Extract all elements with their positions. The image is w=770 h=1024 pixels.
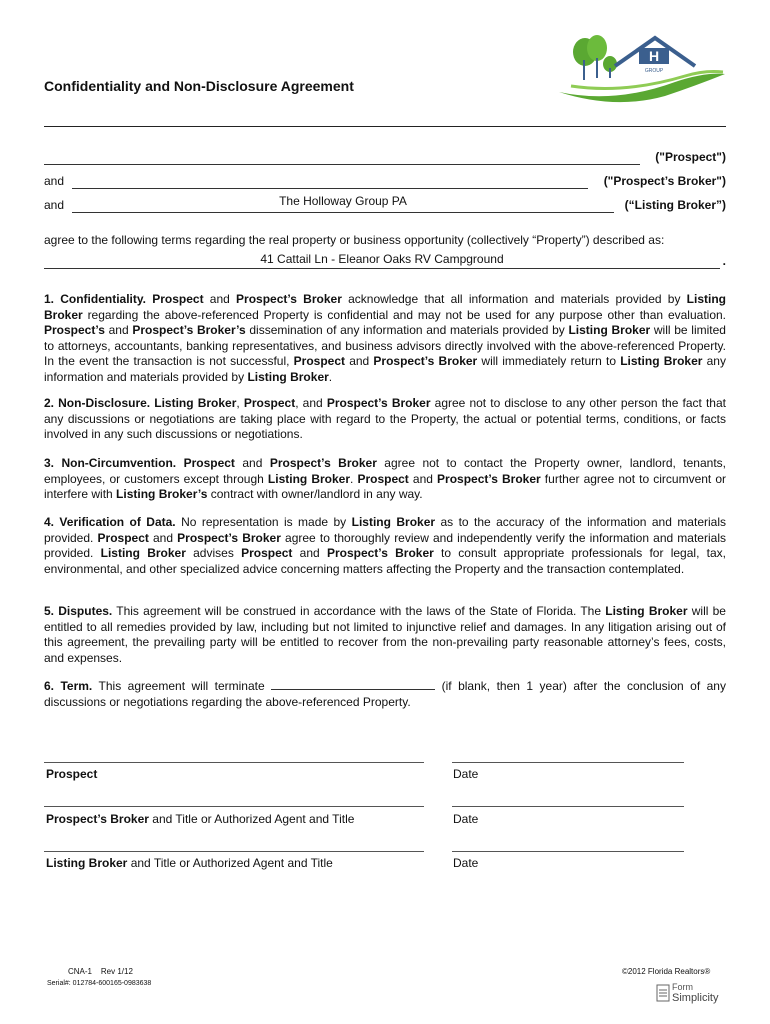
- listing-broker-line: [44, 194, 726, 214]
- text: contract with owner/landlord in any way.: [207, 487, 423, 501]
- date-label: Date: [453, 856, 479, 870]
- term-prospects-broker: Prospect’s Broker: [326, 396, 431, 410]
- term-prospects-broker: Prospect’s Broker: [46, 812, 149, 826]
- text: agree not to disclose to any other person the fact that any discussions or negotiations are taking place with regard to the Property, the actual or potential terms, conditions, or facts involved in any such discussions or negotiations.: [44, 396, 726, 441]
- section-title: 1. Confidentiality.: [44, 292, 146, 306]
- text: as to the accuracy of the information and materials provided.: [44, 515, 726, 545]
- prospects-broker-date-line[interactable]: [452, 806, 684, 807]
- prospect-date-line[interactable]: [452, 762, 684, 763]
- listing-broker-date-line[interactable]: [452, 851, 684, 852]
- section-title: 4. Verification of Data.: [44, 515, 176, 529]
- text: will be limited to attorneys, accountants, banking representatives, and business advisors directly involved with the above-referenced Property. In the event the transaction is not successful,: [44, 323, 726, 368]
- term-prospect: Prospect: [243, 396, 296, 410]
- term-prospects-broker: Prospect’s Broker: [373, 354, 478, 368]
- term-prospect: Prospect: [97, 530, 149, 545]
- section-term: [44, 679, 726, 710]
- property-value: 41 Cattail Ln - Eleanor Oaks RV Campground: [260, 252, 504, 266]
- section-title: 6. Term.: [44, 679, 93, 693]
- term-listing-broker: Listing Broker: [44, 292, 726, 322]
- text: and: [203, 292, 237, 306]
- section-title: 5. Disputes.: [44, 604, 113, 618]
- term-prospects: Prospect’s: [44, 323, 105, 337]
- listing-broker-signature-line[interactable]: [44, 851, 424, 852]
- section-verification: [44, 515, 726, 577]
- logo-letter: H: [648, 48, 660, 64]
- term-listing-broker: Listing Broker: [605, 604, 688, 618]
- term-listing-broker: Listing Broker: [247, 369, 329, 384]
- and-text: and: [44, 198, 65, 212]
- text: , and: [295, 396, 327, 410]
- section-title: 2. Non-Disclosure.: [44, 396, 151, 410]
- term-prospects-broker: Prospect’s Broker: [236, 292, 342, 306]
- term-prospect: Prospect: [152, 292, 204, 306]
- text: any information and materials provided by: [44, 354, 726, 384]
- brand-top: Form: [672, 982, 693, 992]
- listing-broker-value: The Holloway Group PA: [279, 194, 407, 208]
- text: further agree not to circumvent or interfere with: [44, 471, 727, 501]
- term-prospects-broker: Prospect’s Broker: [177, 530, 281, 545]
- term-prospect: Prospect: [293, 354, 346, 368]
- term-prospects-broker: Prospect’s Broker: [269, 456, 377, 470]
- term-prospect: Prospect: [357, 471, 409, 486]
- form-code: CNA-1: [68, 967, 93, 976]
- text: ,: [236, 396, 244, 410]
- page-title: Confidentiality and Non-Disclosure Agreement: [44, 78, 354, 94]
- text: and: [148, 530, 178, 545]
- term-listing-broker: Listing Broker: [154, 396, 237, 410]
- term-listing-broker: Listing Broker: [351, 515, 436, 529]
- text: agree not to contact the Property owner, landlord, tenants, employees, or customers except through: [44, 456, 726, 486]
- text: acknowledge that all information and materials provided by: [341, 292, 687, 306]
- section-confidentiality: [44, 292, 726, 385]
- prospects-broker-label: ("Prospect’s Broker"): [603, 174, 726, 188]
- term-prospect: Prospect: [241, 546, 293, 560]
- serial-number: Serial#: 012784-600165-0983638: [47, 980, 152, 987]
- form-simplicity-logo: [656, 982, 730, 1008]
- term-duration-field[interactable]: [271, 679, 435, 690]
- company-logo: [555, 30, 730, 110]
- prospect-signature-label: Prospect: [46, 767, 98, 781]
- document-icon: [656, 984, 670, 1002]
- text: to consult appropriate professionals for legal, tax, environmental, and other specialized advice concerning matters affecting the Property and the transaction contemplated.: [44, 546, 726, 576]
- term-listing-broker: Listing Broker: [100, 546, 186, 560]
- text: [176, 456, 183, 470]
- text: and: [408, 471, 438, 486]
- listing-broker-label: (“Listing Broker”): [624, 198, 726, 212]
- prospect-name-field[interactable]: [44, 150, 640, 165]
- logo-subtext: GROUP: [644, 68, 664, 74]
- revision: Rev 1/12: [100, 967, 133, 976]
- prospect-line: [44, 150, 726, 166]
- title-divider: [44, 126, 726, 127]
- prospect-signature-line[interactable]: [44, 762, 424, 763]
- text: This agreement will terminate: [92, 679, 272, 693]
- text: and: [104, 323, 133, 337]
- text: and: [345, 354, 374, 368]
- term-prospects-brokers: Prospect’s Broker’s: [132, 323, 246, 337]
- text: No representation is made by: [175, 515, 352, 529]
- prospects-broker-signature-label: [46, 812, 354, 826]
- text: (if blank, then 1 year) after the conclusion of any discussions or negotiations regarding the above-referenced Property.: [44, 679, 726, 709]
- prospects-broker-line: [44, 174, 726, 190]
- date-label: Date: [453, 767, 479, 781]
- form-id: [68, 967, 133, 976]
- term-listing-broker: Listing Broker: [568, 323, 651, 337]
- section-non-disclosure: [44, 396, 726, 443]
- text: and Title or Authorized Agent and Title: [148, 812, 355, 826]
- and-text: and: [44, 174, 65, 188]
- text: .: [328, 369, 333, 384]
- term-listing-broker: Listing Broker: [46, 856, 128, 870]
- term-prospects-broker: Prospect’s Broker: [326, 546, 434, 560]
- term-listing-brokers: Listing Broker’s: [116, 487, 208, 501]
- section-non-circumvention: [44, 456, 726, 503]
- section-title: 3. Non-Circumvention.: [44, 456, 177, 470]
- term-listing-broker: Listing Broker: [620, 354, 703, 368]
- text: This agreement will be construed in accordance with the laws of the State of Florida. The: [112, 604, 606, 618]
- property-line: [44, 254, 726, 270]
- text: will immediately return to: [477, 354, 621, 368]
- text: and: [234, 456, 270, 470]
- text: advises: [185, 546, 242, 560]
- text: regarding the above-referenced Property is confidential and may not be used for any purpose other than evaluation.: [82, 307, 726, 322]
- prospects-broker-signature-line[interactable]: [44, 806, 424, 807]
- property-period: .: [722, 254, 726, 268]
- text: dissemination of any information and materials provided by: [245, 323, 569, 337]
- brand-bottom: Simplicity: [672, 992, 719, 1004]
- prospect-label: ("Prospect"): [655, 150, 726, 164]
- section-disputes: [44, 604, 726, 666]
- prospects-broker-name-field[interactable]: [72, 174, 588, 189]
- text: will be entitled to all remedies provided by law, including but not limited to injunctive relief and damages. In any litigation arising out of this agreement, the prevailing party will be entitled to recover from the non-prevailing party reasonable attorney’s fees, costs, and expenses.: [44, 604, 726, 665]
- text: and Title or Authorized Agent and Title: [127, 856, 333, 870]
- property-intro: agree to the following terms regarding the real property or business opportunity (collectively “Property”) described as:: [44, 233, 665, 247]
- term-prospects-broker: Prospect’s Broker: [437, 471, 541, 486]
- term-prospect: Prospect: [183, 456, 235, 470]
- text: .: [350, 471, 358, 486]
- copyright: ©2012 Florida Realtors®: [622, 967, 711, 976]
- text: and: [292, 546, 327, 560]
- listing-broker-signature-label: [46, 856, 333, 870]
- term-listing-broker: Listing Broker: [267, 471, 351, 486]
- text: agree to thoroughly review and independently verify the information and materials provided.: [44, 530, 726, 560]
- date-label: Date: [453, 812, 479, 826]
